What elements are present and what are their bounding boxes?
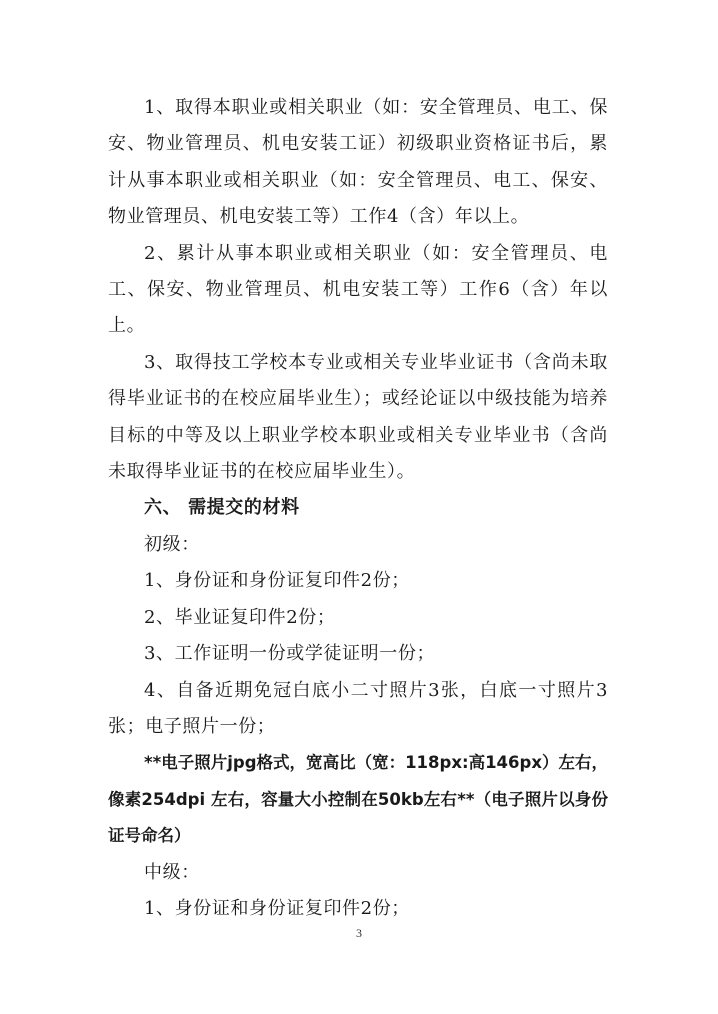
primary-item-2: 2、毕业证复印件2份； (144, 606, 336, 628)
intermediate-level-label: 中级： (144, 861, 200, 883)
primary-level-label: 初级： (144, 533, 200, 555)
intermediate-item-1: 1、身份证和身份证复印件2份； (144, 897, 410, 919)
document-body (108, 90, 608, 927)
requirement-paragraph-2: 2、累计从事本职业或相关职业（如：安全管理员、电工、保安、物业管理员、机电安装工等）工作6（含）年以上。 (108, 242, 608, 337)
primary-item-1: 1、身份证和身份证复印件2份； (144, 570, 410, 592)
page-number: 3 (356, 926, 362, 940)
primary-item-4: 4、自备近期免冠白底小二寸照片3张，白底一寸照片3张；电子照片一份； (108, 679, 608, 737)
photo-requirement-note: **电子照片jpg格式，宽高比（宽：118px:高146px）左右，像素254dpi 左右，容量大小控制在50kb左右**（电子照片以身份证号命名） (108, 753, 608, 846)
primary-item-3: 3、工作证明一份或学徒证明一份； (144, 643, 436, 665)
section-heading: 六、 需提交的材料 (144, 497, 300, 519)
requirement-paragraph-3: 3、取得技工学校本专业或相关专业毕业证书（含尚未取得毕业证书的在校应届毕业生）；或经论证以中级技能为培养目标的中等及以上职业学校本职业或相关专业毕业书（含尚未取得毕业证书的在校应届毕业生）。 (108, 351, 608, 483)
requirement-paragraph-1: 1、取得本职业或相关职业（如：安全管理员、电工、保安、物业管理员、机电安装工证）初级职业资格证书后，累计从事本职业或相关职业（如：安全管理员、电工、保安、物业管理员、机电安装工等）工作4（含）年以上。 (108, 97, 608, 228)
